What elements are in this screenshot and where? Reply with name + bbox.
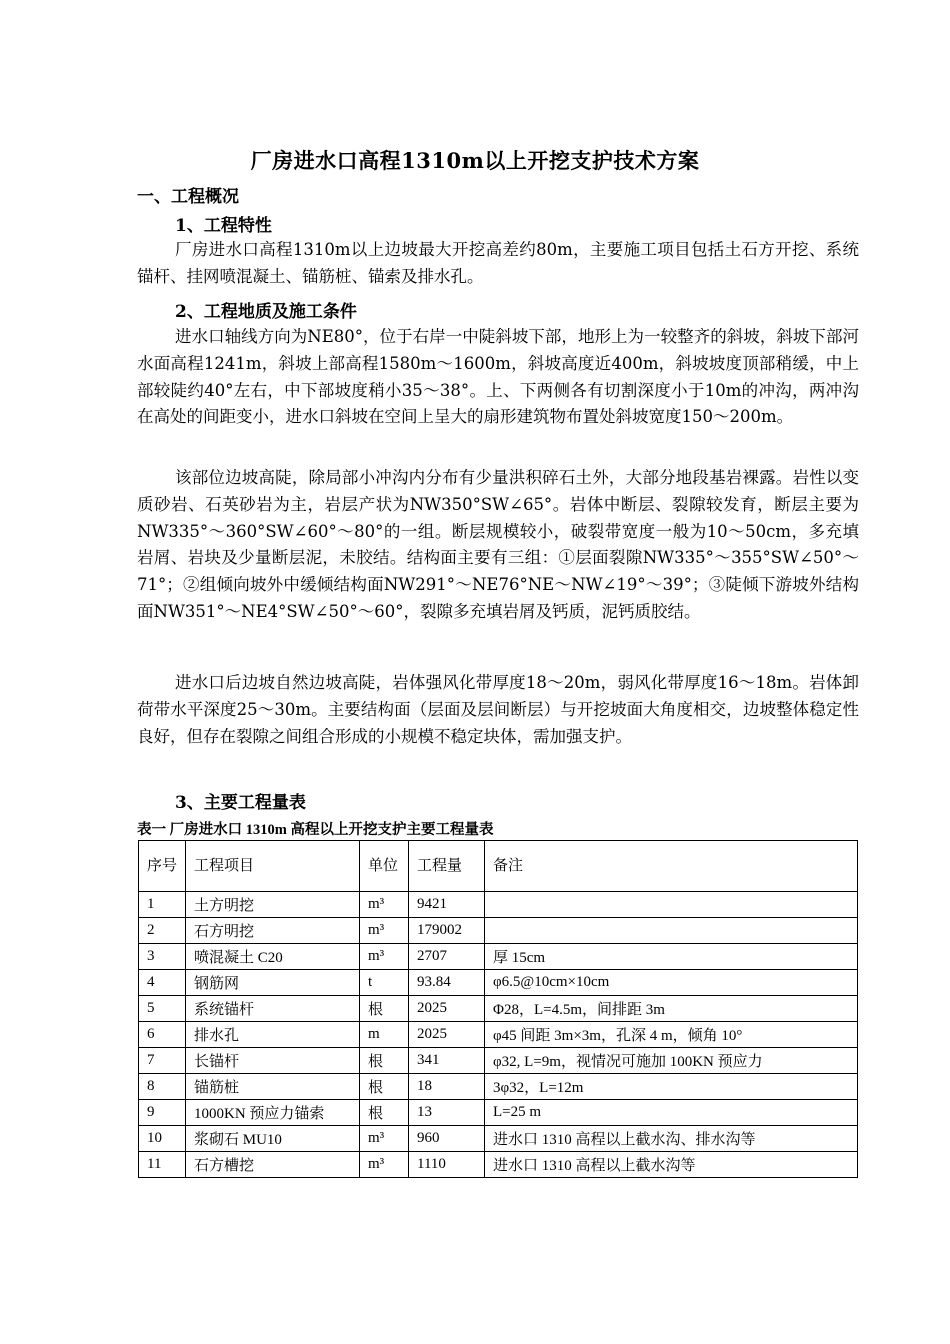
cell-unit: m³ xyxy=(360,1126,409,1152)
cell-quantity: 179002 xyxy=(409,918,485,944)
paragraph-geology-1: 进水口轴线方向为NE80°，位于右岸一中陡斜坡下部，地形上为一较整齐的斜坡，斜坡下部河水面高程1241m，斜坡上部高程1580m～1600m，斜坡高度近400m，斜坡坡度顶部稍缓，中上部较陡约40°左右，中下部坡度稍小35～38°。上、下两侧各有切割深度小于10m的冲沟，两冲沟在高处的间距变小，进水口斜坡在空间上呈大的扇形建筑物布置处斜坡宽度150～200m。 xyxy=(137,327,859,427)
table-caption: 表一 厂房进水口 1310m 高程以上开挖支护主要工程量表 xyxy=(137,822,494,838)
cell-quantity: 1110 xyxy=(409,1152,485,1178)
cell-item: 长锚杆 xyxy=(186,1048,360,1074)
cell-note: φ32, L=9m，视情况可施加 100KN 预应力 xyxy=(485,1048,858,1074)
cell-unit: m xyxy=(360,1022,409,1048)
cell-note: 进水口 1310 高程以上截水沟等 xyxy=(485,1152,858,1178)
cell-unit: m³ xyxy=(360,918,409,944)
section-heading-overview: 一、工程概况 xyxy=(137,187,239,207)
cell-no: 4 xyxy=(139,970,186,996)
cell-quantity: 2707 xyxy=(409,944,485,970)
table-row xyxy=(139,918,858,944)
cell-item: 石方明挖 xyxy=(186,918,360,944)
cell-quantity: 2025 xyxy=(409,996,485,1022)
cell-no: 11 xyxy=(139,1152,186,1178)
cell-note: φ45 间距 3m×3m，孔深 4 m，倾角 10° xyxy=(485,1022,858,1048)
cell-no: 1 xyxy=(139,892,186,918)
table-row xyxy=(139,892,858,918)
table-row xyxy=(139,970,858,996)
cell-item: 钢筋网 xyxy=(186,970,360,996)
header-item: 工程项目 xyxy=(186,841,360,892)
table-row xyxy=(139,1152,858,1178)
cell-item: 喷混凝土 C20 xyxy=(186,944,360,970)
cell-item: 石方槽挖 xyxy=(186,1152,360,1178)
cell-unit: m³ xyxy=(360,944,409,970)
cell-quantity: 2025 xyxy=(409,1022,485,1048)
cell-unit: t xyxy=(360,970,409,996)
cell-no: 5 xyxy=(139,996,186,1022)
subheading-geology: 2、工程地质及施工条件 xyxy=(175,302,357,322)
table-body xyxy=(139,892,858,1178)
cell-note: Φ28，L=4.5m，间排距 3m xyxy=(485,996,858,1022)
table-row xyxy=(139,1022,858,1048)
cell-no: 6 xyxy=(139,1022,186,1048)
table-header-row xyxy=(139,841,858,892)
cell-no: 7 xyxy=(139,1048,186,1074)
cell-item: 1000KN 预应力锚索 xyxy=(186,1100,360,1126)
cell-unit: 根 xyxy=(360,1048,409,1074)
cell-quantity: 93.84 xyxy=(409,970,485,996)
cell-no: 3 xyxy=(139,944,186,970)
paragraph-geology-3: 进水口后边坡自然边坡高陡，岩体强风化带厚度18～20m，弱风化带厚度16～18m。岩体卸荷带水平深度25～30m。主要结构面（层面及层间断层）与开挖坡面大角度相交，边坡整体稳定性良好，但存在裂隙之间组合形成的小规模不稳定块体，需加强支护。 xyxy=(137,673,859,746)
cell-item: 排水孔 xyxy=(186,1022,360,1048)
document-title: 厂房进水口高程1310m以上开挖支护技术方案 xyxy=(250,148,700,173)
paragraph-geology-2: 该部位边坡高陡，除局部小冲沟内分布有少量洪积碎石土外，大部分地段基岩裸露。岩性以变质砂岩、石英砂岩为主，岩层产状为NW350°SW∠65°。岩体中断层、裂隙较发育，断层主要为NW335°～360°SW∠60°～80°的一组。断层规模较小，破裂带宽度一般为10～50cm，多充填岩屑、岩块及少量断层泥，未胶结。结构面主要有三组：①层面裂隙NW335°～355°SW∠50°～71°；②组倾向坡外中缓倾结构面NW291°～NE76°NE～NW∠19°～39°；③陡倾下游坡外结构面NW351°～NE4°SW∠50°～60°，裂隙多充填岩屑及钙质，泥钙质胶结。 xyxy=(137,468,859,621)
cell-quantity: 13 xyxy=(409,1100,485,1126)
subheading-project-features: 1、工程特性 xyxy=(175,216,272,236)
cell-no: 8 xyxy=(139,1074,186,1100)
header-unit: 单位 xyxy=(360,841,409,892)
cell-note: φ6.5@10cm×10cm xyxy=(485,970,858,996)
cell-note: 进水口 1310 高程以上截水沟、排水沟等 xyxy=(485,1126,858,1152)
cell-no: 9 xyxy=(139,1100,186,1126)
cell-note: 3φ32，L=12m xyxy=(485,1074,858,1100)
cell-unit: 根 xyxy=(360,996,409,1022)
cell-item: 锚筋桩 xyxy=(186,1074,360,1100)
header-quantity: 工程量 xyxy=(409,841,485,892)
cell-quantity: 960 xyxy=(409,1126,485,1152)
table-row xyxy=(139,1048,858,1074)
cell-note xyxy=(485,892,858,918)
cell-note xyxy=(485,918,858,944)
cell-item: 系统锚杆 xyxy=(186,996,360,1022)
table-row xyxy=(139,996,858,1022)
table-row xyxy=(139,944,858,970)
cell-no: 10 xyxy=(139,1126,186,1152)
table-row xyxy=(139,1126,858,1152)
cell-unit: m³ xyxy=(360,892,409,918)
cell-unit: m³ xyxy=(360,1152,409,1178)
cell-item: 土方明挖 xyxy=(186,892,360,918)
cell-no: 2 xyxy=(139,918,186,944)
cell-unit: 根 xyxy=(360,1100,409,1126)
cell-note: L=25 m xyxy=(485,1100,858,1126)
paragraph-project-features: 厂房进水口高程1310m以上边坡最大开挖高差约80m，主要施工项目包括土石方开挖、系统锚杆、挂网喷混凝土、锚筋桩、锚索及排水孔。 xyxy=(137,240,859,286)
table-row xyxy=(139,1100,858,1126)
header-no: 序号 xyxy=(139,841,186,892)
cell-unit: 根 xyxy=(360,1074,409,1100)
cell-quantity: 18 xyxy=(409,1074,485,1100)
table-row xyxy=(139,1074,858,1100)
cell-quantity: 9421 xyxy=(409,892,485,918)
subheading-quantity-table: 3、主要工程量表 xyxy=(175,793,306,813)
cell-quantity: 341 xyxy=(409,1048,485,1074)
cell-item: 浆砌石 MU10 xyxy=(186,1126,360,1152)
quantity-table xyxy=(138,840,858,1178)
header-note: 备注 xyxy=(485,841,858,892)
cell-note: 厚 15cm xyxy=(485,944,858,970)
